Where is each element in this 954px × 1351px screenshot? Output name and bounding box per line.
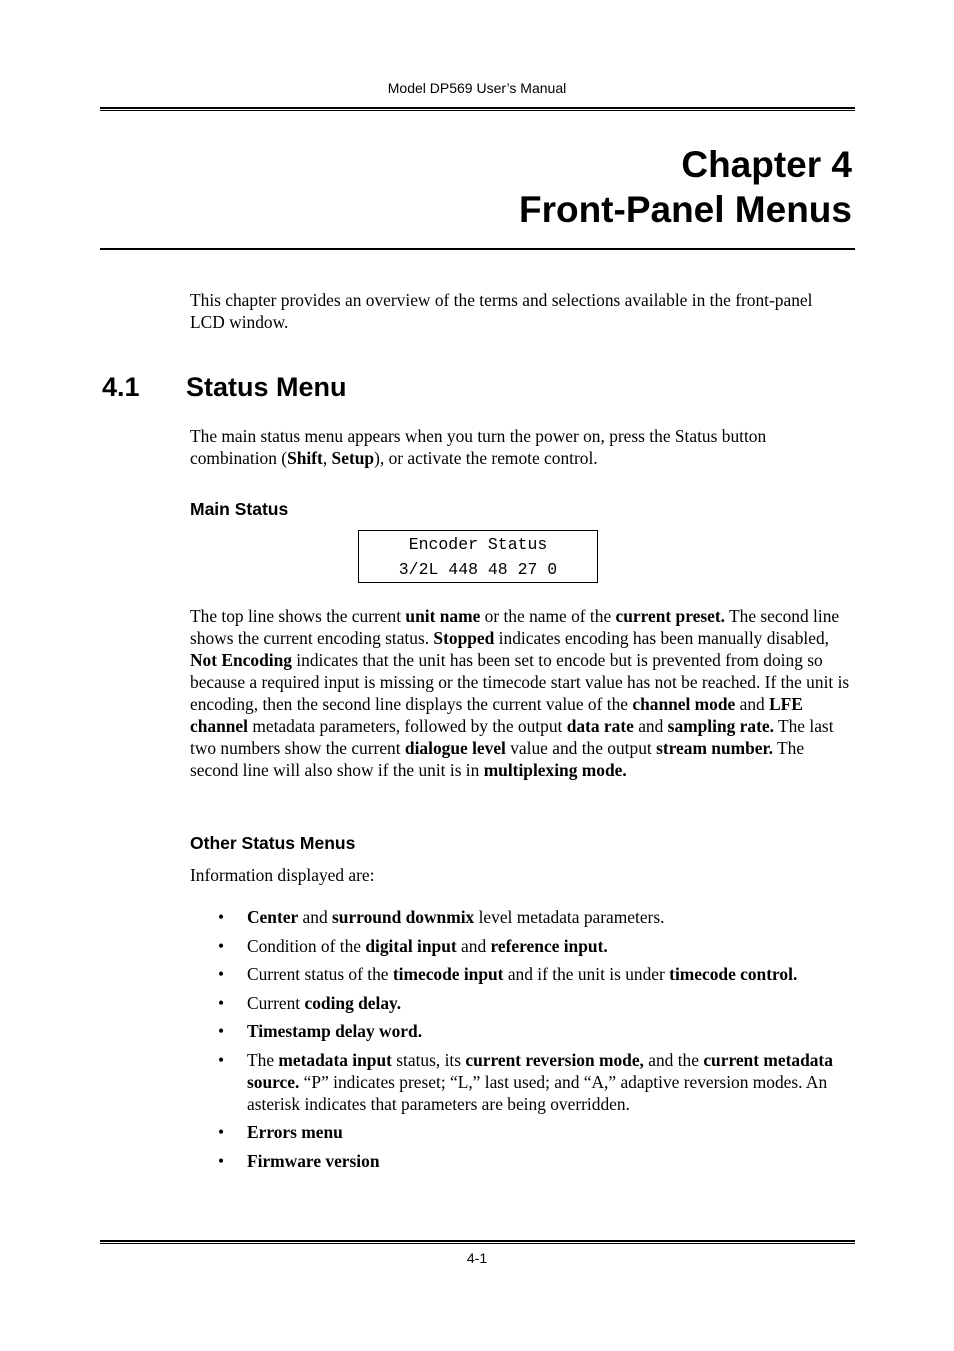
bullet-icon: • xyxy=(218,1122,225,1142)
text-run: “P” indicates preset; “L,” last used; and “A,” adaptive reversion modes. An asterisk indicates that parameters are being overridden. xyxy=(247,1071,828,1114)
list-item xyxy=(190,992,850,1014)
bold-term: metadata input xyxy=(278,1049,392,1070)
bold-term: Not Encoding xyxy=(190,650,292,670)
bold-term: stream number. xyxy=(656,738,773,758)
bold-term: Errors menu xyxy=(247,1122,343,1142)
setup-key: Setup xyxy=(331,448,375,468)
text-run: The top line shows the current xyxy=(190,606,406,626)
text-run: The last two numbers show the current xyxy=(190,716,834,758)
bold-term: current preset. xyxy=(615,606,725,626)
text-run: The second line shows the current encoding status. xyxy=(190,606,840,648)
list-item xyxy=(190,1020,850,1042)
text-run: Current status of the xyxy=(247,964,393,984)
lcd-display xyxy=(358,530,598,583)
chapter-name: Front-Panel Menus xyxy=(518,189,852,230)
text-run: The second line will also show if the unit is in xyxy=(190,738,805,780)
bullet-icon: • xyxy=(218,1049,225,1070)
text-run: value and the output xyxy=(505,738,657,758)
list-item xyxy=(190,1049,850,1115)
bold-term: reference input. xyxy=(490,935,608,956)
bold-term: dialogue level xyxy=(404,738,506,758)
running-header: Model DP569 User’s Manual xyxy=(387,80,567,96)
text-run: or the name of the xyxy=(480,606,616,626)
bold-term: sampling rate. xyxy=(667,716,774,736)
intro-paragraph: This chapter provides an overview of the terms and selections available in the front-panel LCD window. xyxy=(190,290,813,332)
status-items-list xyxy=(190,906,850,1178)
bold-term: Stopped xyxy=(433,628,495,648)
text-run: and xyxy=(633,716,668,736)
bold-term: LFE channel xyxy=(190,694,803,736)
bullet-icon: • xyxy=(218,992,225,1013)
text-run: The xyxy=(247,1049,279,1070)
text-run: and xyxy=(735,694,770,714)
text-run: metadata parameters, followed by the output xyxy=(247,716,567,736)
bullet-icon: • xyxy=(218,1021,225,1041)
bold-term: Center xyxy=(247,907,299,927)
main-status-description xyxy=(190,605,850,781)
text-run: and xyxy=(298,907,332,927)
bold-term: current reversion mode, xyxy=(465,1049,644,1070)
text-run: Condition of the xyxy=(247,935,366,956)
lcd-line-1: Encoder Status xyxy=(408,535,548,554)
bold-term: timecode control. xyxy=(669,964,798,984)
bullet-icon: • xyxy=(218,964,225,984)
footer-rule xyxy=(100,1240,855,1244)
bullet-icon: • xyxy=(218,935,225,956)
chapter-rule xyxy=(100,248,855,250)
bold-term: current metadata source. xyxy=(247,1049,833,1092)
bold-term: multiplexing mode. xyxy=(483,760,627,780)
section-title: Status Menu xyxy=(186,372,347,402)
text-run: and xyxy=(456,935,491,956)
page-number: 4-1 xyxy=(466,1250,488,1266)
text-run: and the xyxy=(643,1049,704,1070)
lcd-line-2: 3/2L 448 48 27 0 xyxy=(398,560,558,579)
shift-key: Shift xyxy=(287,448,323,468)
bold-term: coding delay. xyxy=(304,992,402,1013)
chapter-title xyxy=(519,142,852,232)
text-run: and if the unit is under xyxy=(503,964,670,984)
list-item xyxy=(190,906,850,928)
header-rule xyxy=(100,107,855,111)
bullet-icon: • xyxy=(218,907,225,927)
bold-term: timecode input xyxy=(392,964,504,984)
text-run: level metadata parameters. xyxy=(474,907,665,927)
status-intro-paragraph: The main status menu appears when you turn the power on, press the Status button combination (Shift, Setup), or activate the remote control. xyxy=(190,426,767,468)
bold-term: digital input xyxy=(365,935,457,956)
main-status-heading: Main Status xyxy=(190,499,289,519)
list-item xyxy=(190,1150,850,1172)
text-run: indicates that the unit has been set to encode but is prevented from doing so because a required input is missing or the timecode start value has not be reached. If the unit is encoding, then the second line displays the current value of the xyxy=(190,650,850,714)
bold-term: surround downmix xyxy=(332,907,475,927)
bold-term: channel mode xyxy=(632,694,736,714)
section-number: 4.1 xyxy=(102,372,140,402)
bold-term: Firmware version xyxy=(247,1150,380,1171)
chapter-number: Chapter 4 xyxy=(681,144,852,185)
list-item xyxy=(190,963,850,985)
section-heading xyxy=(102,372,347,403)
bold-term: Timestamp delay word. xyxy=(247,1021,423,1041)
bullet-icon: • xyxy=(218,1150,225,1171)
list-item xyxy=(190,935,850,957)
bold-term: data rate xyxy=(566,716,634,736)
other-status-intro: Information displayed are: xyxy=(190,865,375,885)
text-run: Current xyxy=(247,992,305,1013)
list-item xyxy=(190,1121,850,1143)
bold-term: unit name xyxy=(405,606,481,626)
text-run: status, its xyxy=(391,1049,466,1070)
other-status-heading: Other Status Menus xyxy=(190,833,356,853)
text-run: indicates encoding has been manually disabled, xyxy=(494,628,829,648)
